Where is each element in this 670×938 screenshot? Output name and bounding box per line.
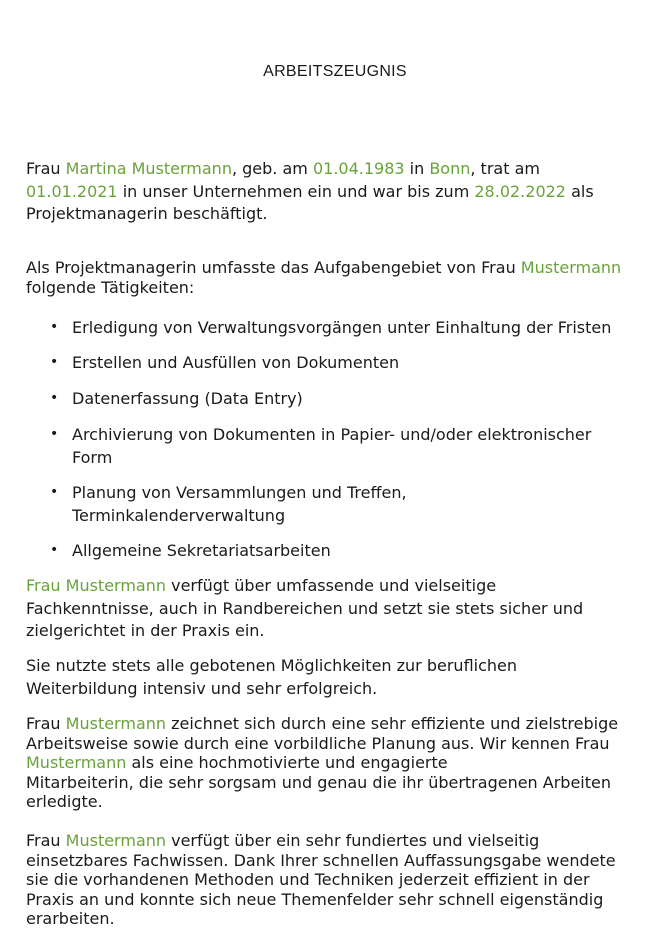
task-text: [72, 481, 407, 527]
document-title: ARBEITSZEUGNIS: [263, 63, 407, 80]
tasks-intro-paragraph: [26, 258, 646, 298]
expertise-line-3: sie die vorhandenen Methoden und Techniken jederzeit effizient in der: [26, 870, 590, 889]
task-line: Allgemeine Sekretariatsarbeiten: [72, 541, 331, 560]
bullet-icon: •: [50, 319, 59, 335]
employee-surname: Mustermann: [65, 714, 167, 733]
task-line: Archivierung von Dokumenten in Papier- und/oder elektronischer: [72, 425, 592, 444]
expertise-line-5: erarbeiten.: [26, 909, 115, 928]
work-line-4: Mitarbeiterin, die sehr sorgsam und genau die ihr übertragenen Arbeiten: [26, 772, 611, 792]
work-text: zeichnet sich durch eine sehr effiziente und zielstrebige: [166, 714, 619, 733]
expertise-line-1: [26, 831, 646, 851]
bullet-icon: •: [50, 390, 59, 406]
bullet-icon: •: [50, 542, 59, 558]
task-line: Erstellen und Ausfüllen von Dokumenten: [72, 353, 400, 372]
tasks-intro-line-2: folgende Tätigkeiten:: [26, 278, 195, 297]
task-text: [72, 423, 591, 469]
task-line: Form: [72, 448, 113, 467]
knowledge-paragraph: [26, 575, 646, 643]
intro-text: in: [404, 159, 430, 178]
intro-text: in unser Unternehmen ein und war bis zum: [117, 181, 475, 201]
task-line: Datenerfassung (Data Entry): [72, 389, 303, 408]
expertise-paragraph: [26, 831, 646, 929]
task-text: [72, 387, 303, 410]
intro-line-3: Projektmanagerin beschäftigt.: [26, 204, 268, 223]
start-date: 01.01.2021: [26, 181, 118, 201]
end-date: 28.02.2022: [474, 181, 566, 201]
knowledge-line-3: zielgerichtet in der Praxis ein.: [26, 621, 265, 640]
intro-line-1: [26, 158, 646, 181]
intro-text: , trat am: [470, 159, 540, 178]
task-line: Erledigung von Verwaltungsvorgängen unter Einhaltung der Fristen: [72, 318, 612, 337]
bullet-icon: •: [50, 354, 59, 370]
task-text: [72, 539, 331, 562]
task-line: Planung von Versammlungen und Treffen,: [72, 483, 407, 502]
task-text: [72, 316, 611, 339]
employee-surname: Mustermann: [26, 753, 127, 772]
intro-paragraph: [26, 158, 646, 226]
employee-full-name: Martina Mustermann: [65, 159, 232, 178]
employee-surname: Mustermann: [520, 258, 622, 277]
intro-text: , geb. am: [231, 159, 313, 178]
expertise-line-4: Praxis an und konnte sich neue Themenfelder sehr schnell eigenständig: [26, 889, 604, 909]
birth-date: 01.04.1983: [312, 159, 405, 178]
work-text: als eine hochmotivierte und engagierte: [126, 753, 448, 772]
intro-text: Frau: [26, 159, 66, 178]
employee-surname: Mustermann: [65, 831, 167, 850]
knowledge-line-2: Fachkenntnisse, auch in Randbereichen und setzt sie stets sicher und: [26, 598, 584, 618]
work-line-3: [26, 753, 646, 773]
intro-line-2: [26, 181, 646, 204]
task-text: [72, 351, 399, 374]
knowledge-text: verfügt über umfassende und vielseitige: [166, 576, 497, 595]
employee-name-ref: Frau Mustermann: [26, 576, 167, 595]
work-line-1: [26, 714, 646, 734]
work-text: Frau: [26, 714, 66, 733]
birth-city: Bonn: [429, 159, 471, 178]
bullet-icon: •: [50, 426, 59, 442]
work-line-2: Arbeitsweise sowie durch eine vorbildliche Planung aus. Wir kennen Frau: [26, 733, 610, 753]
tasks-intro-text: Als Projektmanagerin umfasste das Aufgabengebiet von Frau: [26, 258, 521, 277]
work-line-5: erledigte.: [26, 792, 103, 811]
work-paragraph: [26, 714, 646, 812]
bullet-icon: •: [50, 484, 59, 500]
knowledge-line-1: [26, 575, 646, 598]
expertise-text: Frau: [26, 831, 66, 850]
expertise-text: verfügt über ein sehr fundiertes und vielseitig: [166, 831, 540, 850]
training-line-2: Weiterbildung intensiv und sehr erfolgreich.: [26, 678, 378, 698]
tasks-intro-line-1: [26, 258, 646, 278]
training-paragraph: [26, 655, 646, 700]
intro-text: als: [565, 181, 594, 201]
task-line: Terminkalenderverwaltung: [72, 506, 286, 525]
expertise-line-2: einsetzbares Fachwissen. Dank Ihrer schnellen Auffassungsgabe wendete: [26, 850, 616, 870]
training-line-1: Sie nutzte stets alle gebotenen Möglichkeiten zur beruflichen: [26, 656, 518, 675]
